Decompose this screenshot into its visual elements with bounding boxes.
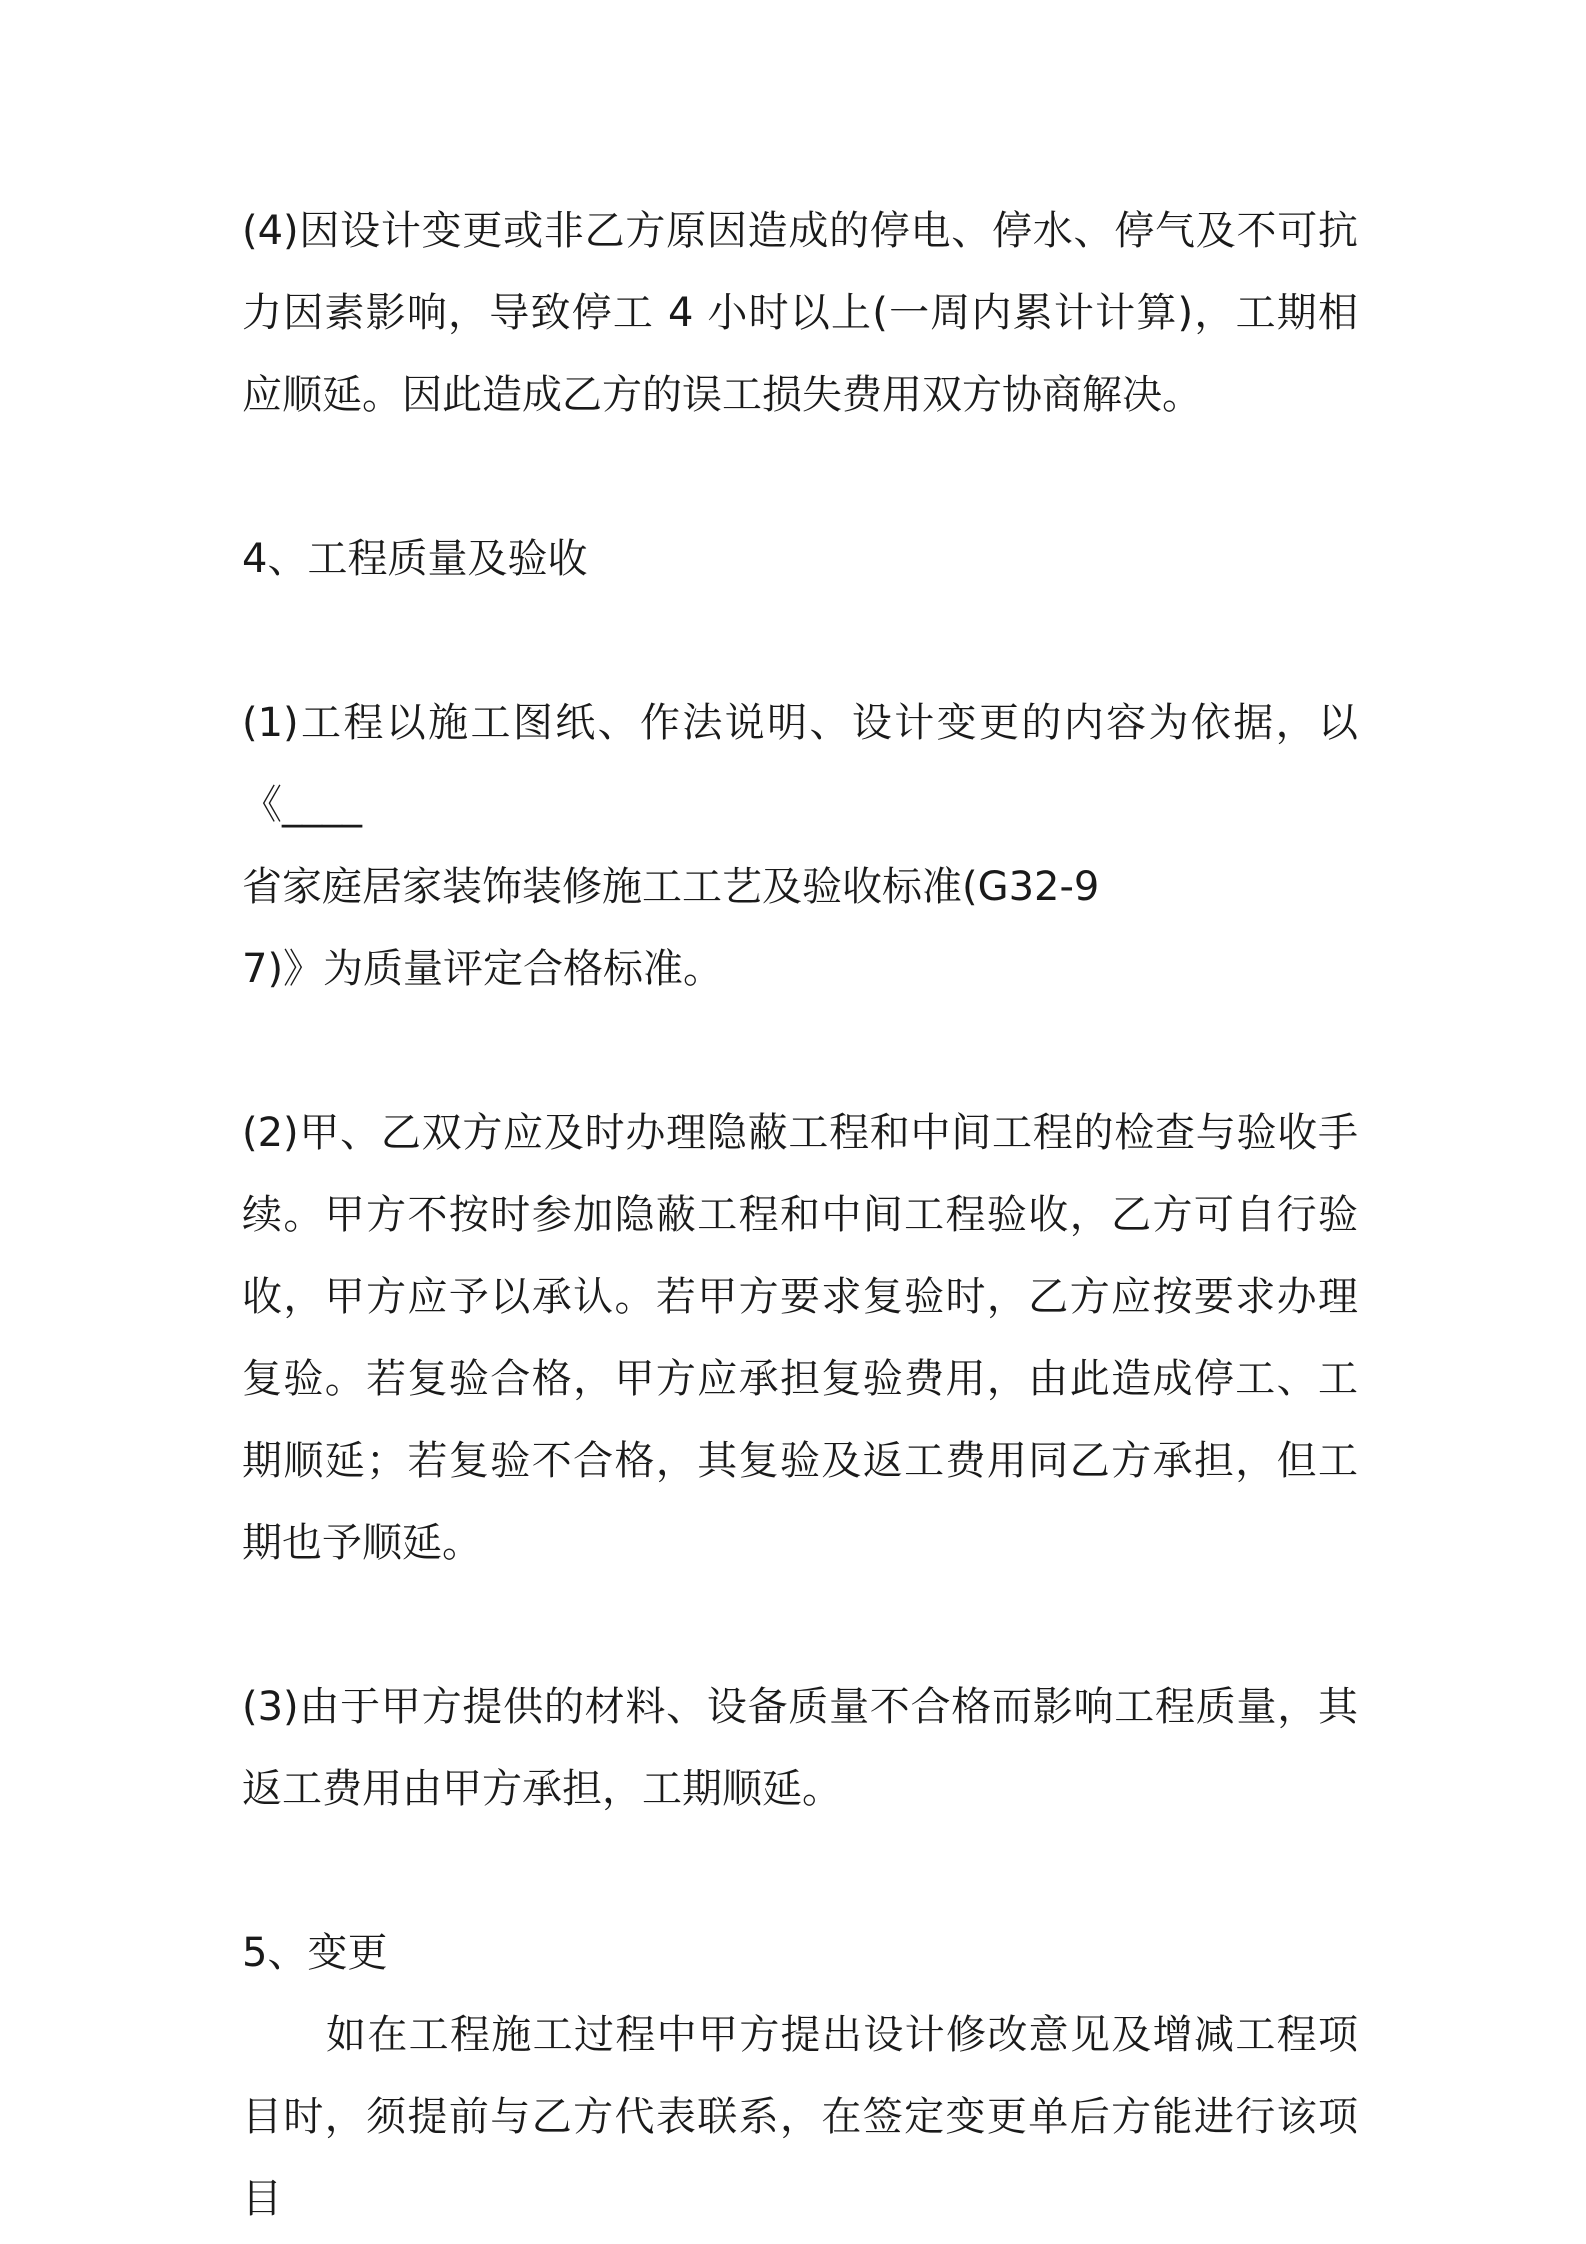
paragraph-line: 省家庭居家装饰装修施工工艺及验收标准(G32-9	[242, 864, 1100, 910]
paragraph-line: (1)工程以施工图纸、作法说明、设计变更的内容为依据，以《____	[242, 700, 1358, 828]
paragraph-change-procedure: 如在工程施工过程中甲方提出设计修改意见及增减工程项目时，须提前与乙方代表联系，在签定变更单后方能进行该项目	[242, 2012, 1358, 2222]
section-heading-changes: 5、变更	[242, 1930, 388, 1976]
paragraph-quality-standard	[242, 682, 1358, 1010]
section-heading-quality-acceptance: 4、工程质量及验收	[242, 536, 588, 582]
paragraph-delay-clause: (4)因设计变更或非乙方原因造成的停电、停水、停气及不可抗力因素影响，导致停工 4 小时以上(一周内累计计算)，工期相应顺延。因此造成乙方的误工损失费用双方协商解决。	[242, 208, 1358, 418]
paragraph-hidden-works-inspection: (2)甲、乙双方应及时办理隐蔽工程和中间工程的检查与验收手续。甲方不按时参加隐蔽工程和中间工程验收，乙方可自行验收，甲方应予以承认。若甲方要求复验时，乙方应按要求办理复验。若复验合格，甲方应承担复验费用，由此造成停工、工期顺延；若复验不合格，其复验及返工费用同乙方承担，但工期也予顺延。	[242, 1110, 1358, 1566]
paragraph-materials-quality: (3)由于甲方提供的材料、设备质量不合格而影响工程质量，其返工费用由甲方承担，工期顺延。	[242, 1684, 1358, 1812]
document-body	[242, 190, 1358, 2240]
paragraph-line: 7)》为质量评定合格标准。	[242, 946, 724, 992]
